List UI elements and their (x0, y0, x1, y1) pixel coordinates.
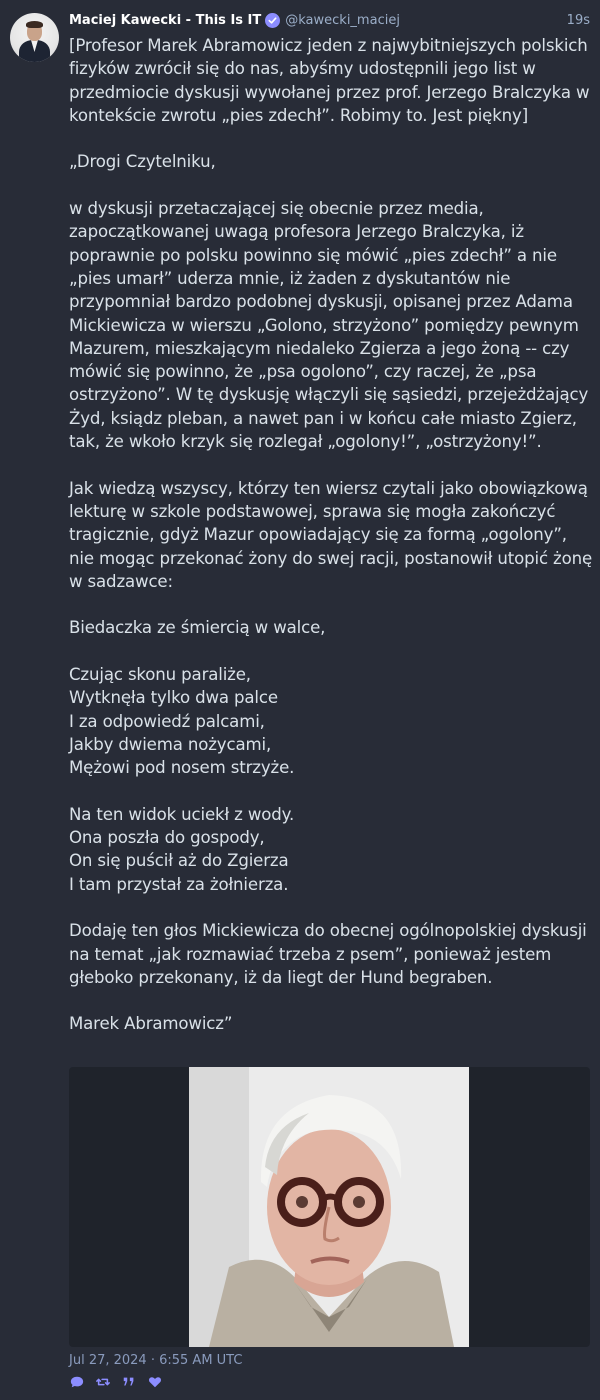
poem-stanza: Czując skonu paraliże, Wytknęła tylko dwa palce I za odpowiedź palcami, Jakby dwiema nożycami, Mężowi pod nosem strzyże. (69, 665, 295, 778)
media-attachment[interactable] (69, 1067, 590, 1347)
heart-icon (148, 1375, 162, 1389)
quote-icon (122, 1375, 136, 1389)
content-paragraph: Biedaczka ze śmiercią w walce, (69, 618, 326, 638)
boost-button[interactable] (95, 1374, 111, 1390)
content-paragraph: Jak wiedzą wszyscy, którzy ten wiersz czytali jako obowiązkową lekturę w szkole podstawowej, sprawa się mogła zakończyć tragicznie, gdyż Mazur opowiadający się za formą „ogolony”, nie mogąc przekonać żony do swej racji, postanowił utopić żonę w sadzawce: (69, 478, 593, 591)
signature-line: Marek Abramowicz” (69, 1014, 233, 1034)
content-paragraph: [Profesor Marek Abramowicz jeden z najwybitniejszych polskich fizyków zwrócił się do nas, abyśmy udostępnili jego list w przedmiocie dyskusji wywołanej przez prof. Jerzego Bralczyka w kontekście zwrotu „pies zdechł”. Robimy to. Jest piękny] (69, 36, 590, 125)
content-paragraph: w dyskusji przetaczającej się obecnie przez media, zapoczątkowanej uwagą profesora Jerzego Bralczyka, iż poprawnie po polsku powinno się mówić „pies zdechł” a nie „pies umarł” uderza mnie, iż żaden z dyskutantów nie przypomniał bardzo podobnej dyskusji, opisanej przez Adama Mickiewicza w wierszu „Golono, strzyżono” pomiędzy pewnym Mazurem, mieszkającym niedaleko Zgierza a jego żoną -- czy mówić się powinno, że „psa ogolono”, czy raczej, że „psa ostrzyżono”. W tę dyskusję włączyli się sąsiedzi, przejeżdżający Żyd, ksiądz pleban, a nawet pan i w końcu całe miasto Zgierz, tak, że wkoło krzyk się rozlegał „ogolony!”, „ostrzyżony!”. (69, 199, 589, 452)
quote-button[interactable] (121, 1374, 137, 1390)
verified-check-icon (265, 13, 280, 28)
poem-stanza: Na ten widok uciekł z wody. Ona poszła do gospody, On się puścił aż do Zgierza I tam przystał za żołnierza. (69, 804, 295, 894)
author-handle[interactable]: @kawecki_maciej (285, 12, 400, 28)
relative-time[interactable]: 19s (566, 12, 590, 28)
portrait-photo[interactable] (189, 1067, 469, 1347)
reply-icon (70, 1375, 84, 1389)
action-bar (69, 1374, 163, 1390)
reply-button[interactable] (69, 1374, 85, 1390)
post-header (69, 10, 590, 30)
avatar[interactable] (10, 13, 59, 62)
favourite-button[interactable] (147, 1374, 163, 1390)
avatar-hair (26, 21, 43, 28)
retweet-icon (96, 1375, 110, 1389)
content-paragraph: Dodaję ten głos Mickiewicza do obecnej ogólnopolskiej dyskusji na temat „jak rozmawiać trzeba z psem”, ponieważ jestem głeboko przekonany, iż da liegt der Hund begraben. (69, 921, 587, 987)
post-timestamp[interactable]: Jul 27, 2024 · 6:55 AM UTC (69, 1353, 243, 1368)
author-display-name[interactable]: Maciej Kawecki - This Is IT (69, 12, 262, 28)
post-content (69, 34, 594, 1036)
content-paragraph: „Drogi Czytelniku, (69, 152, 216, 172)
